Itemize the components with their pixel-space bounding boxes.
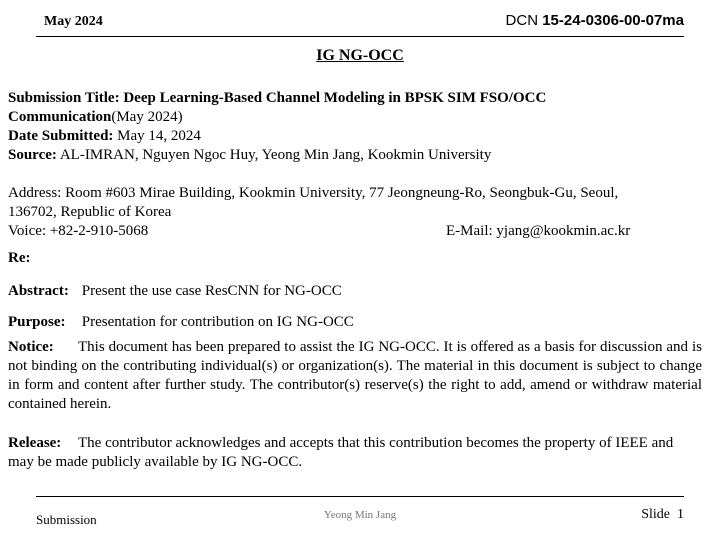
submission-info <box>8 89 702 165</box>
address-block <box>8 184 702 241</box>
footer-rule <box>36 496 684 497</box>
contact-line <box>8 222 702 241</box>
source <box>8 146 702 165</box>
date-submitted-value: May 14, 2024 <box>117 128 201 144</box>
footer-submission: Submission <box>36 512 97 527</box>
release-field <box>8 434 702 472</box>
header-dcn <box>506 12 684 29</box>
purpose-label: Purpose: <box>8 314 66 330</box>
dcn-prefix: DCN <box>505 12 539 29</box>
slide-label: Slide <box>641 507 670 522</box>
re-field <box>8 249 702 268</box>
submission-title-date: (May 2024) <box>111 109 183 125</box>
date-submitted <box>8 127 702 146</box>
page-title: IG NG-OCC <box>316 47 404 64</box>
purpose-field <box>8 313 702 332</box>
header-rule <box>36 36 684 37</box>
abstract-field <box>8 282 702 301</box>
submission-title <box>8 89 702 127</box>
date-submitted-label: Date Submitted: <box>8 128 114 144</box>
release-text: The contributor acknowledges and accepts that this contribution becomes the property of IEEE and may be made publicly available by IG NG-OCC. <box>8 435 674 470</box>
notice-field <box>8 338 702 414</box>
release-label: Release: <box>8 435 62 451</box>
voice: Voice: +82-2-910-5068 <box>8 223 149 239</box>
address-line1: Address: Room #603 Mirae Building, Kookmin University, 77 Jeongneung-Ro, Seongbuk-Gu, Seoul, <box>8 185 619 201</box>
slide-number-value: 1 <box>677 507 684 522</box>
dcn-number: 15-24-0306-00-07ma <box>542 12 684 29</box>
email: E-Mail: yjang@kookmin.ac.kr <box>446 223 631 239</box>
slide-number <box>641 507 684 523</box>
abstract-label: Abstract: <box>8 283 69 299</box>
notice-label: Notice: <box>8 339 54 355</box>
source-label: Source: <box>8 147 57 163</box>
footer-author: Yeong Min Jang <box>323 509 397 521</box>
submission-title-line2: Communication <box>8 109 112 125</box>
notice-text: This document has been prepared to assist the IG NG-OCC. It is offered as a basis for discussion and is not binding on the contributing individual(s) or organization(s). The material in this document is subject to change in form and content after further study. The contributor(s) reserve(s) the right to add, amend or withdraw material contained herein. <box>8 339 702 412</box>
submission-title-line1: Deep Learning-Based Channel Modeling in BPSK SIM FSO/OCC <box>123 90 547 106</box>
abstract-text: Present the use case ResCNN for NG-OCC <box>81 283 342 299</box>
submission-title-label: Submission Title: <box>8 90 120 106</box>
source-value: AL-IMRAN, Nguyen Ngoc Huy, Yeong Min Jang, Kookmin University <box>59 147 492 163</box>
header-date: May 2024 <box>44 14 103 29</box>
purpose-text: Presentation for contribution on IG NG-OCC <box>81 314 354 330</box>
re-label: Re: <box>8 250 31 266</box>
address-line2: 136702, Republic of Korea <box>8 204 172 220</box>
